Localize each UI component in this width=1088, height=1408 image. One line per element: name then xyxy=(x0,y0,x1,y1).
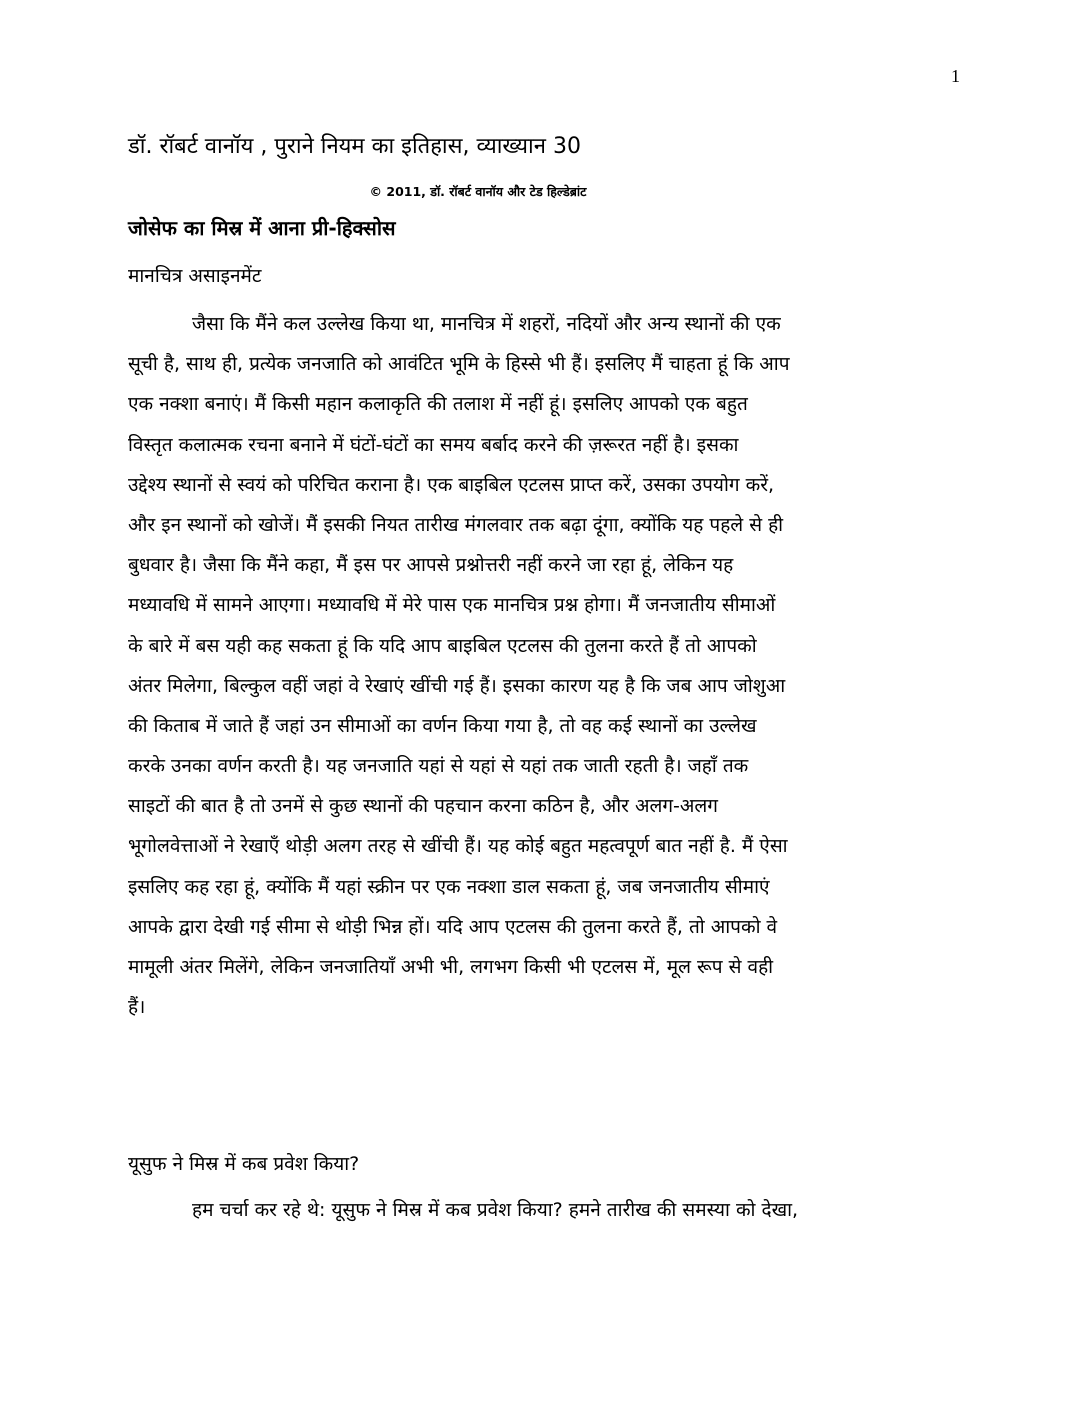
paragraph-line: एक नक्शा बनाएं। मैं किसी महान कलाकृति की तलाश में नहीं हूं। इसलिए आपको एक बहुत xyxy=(128,393,748,416)
paragraph-line: आपके द्वारा देखी गई सीमा से थोड़ी भिन्न हों। यदि आप एटलस की तुलना करते हैं, तो आपको वे xyxy=(128,915,778,938)
paragraph-line: हैं। xyxy=(128,996,146,1019)
paragraph-line: और इन स्थानों को खोजें। मैं इसकी नियत तारीख मंगलवार तक बढ़ा दूंगा, क्योंकि यह पहले से ही xyxy=(128,513,784,536)
paragraph-line: अंतर मिलेगा, बिल्कुल वहीं जहां वे रेखाएं खींची गई हैं। इसका कारण यह है कि जब आप जोशुआ xyxy=(128,674,786,697)
paragraph-line: हम चर्चा कर रहे थे: यूसुफ ने मिस्र में कब प्रवेश किया? हमने तारीख की समस्या को देखा, xyxy=(192,1199,799,1221)
paragraph-joseph-entry xyxy=(128,1190,960,1230)
paragraph-line: मध्यावधि में सामने आएगा। मध्यावधि में मेरे पास एक मानचित्र प्रश्न होगा। मैं जनजातीय सीमाओं xyxy=(128,594,776,617)
subheading-map-assignment: मानचित्र असाइनमेंट xyxy=(128,265,262,287)
paragraph-map-assignment xyxy=(128,304,960,1027)
paragraph-line: की किताब में जाते हैं जहां उन सीमाओं का वर्णन किया गया है, तो वह कई स्थानों का उल्लेख xyxy=(128,714,757,737)
paragraph-line: करके उनका वर्णन करती है। यह जनजाति यहां से यहां से यहां तक जाती रहती है। जहाँ तक xyxy=(128,755,749,778)
paragraph-line: विस्तृत कलात्मक रचना बनाने में घंटों-घंटों का समय बर्बाद करने की ज़रूरत नहीं है। इसका xyxy=(128,433,739,456)
paragraph-line: के बारे में बस यही कह सकता हूं कि यदि आप बाइबिल एटलस की तुलना करते हैं तो आपको xyxy=(128,634,757,657)
paragraph-line: जैसा कि मैंने कल उल्लेख किया था, मानचित्र में शहरों, नदियों और अन्य स्थानों की एक xyxy=(192,313,781,335)
paragraph-line: मामूली अंतर मिलेंगे, लेकिन जनजातियाँ अभी भी, लगभग किसी भी एटलस में, मूल रूप से वही xyxy=(128,956,774,978)
paragraph-line: उद्देश्य स्थानों से स्वयं को परिचित कराना है। एक बाइबिल एटलस प्राप्त करें, उसका उपयोग करें, xyxy=(128,473,774,496)
copyright-line: © 2011, डॉ. रॉबर्ट वानॉय और टेड हिल्डेब्रांट xyxy=(369,184,587,199)
paragraph-line: भूगोलवेत्ताओं ने रेखाएँ थोड़ी अलग तरह से खींची हैं। यह कोई बहुत महत्वपूर्ण बात नहीं है. मैं ऐसा xyxy=(128,835,788,858)
paragraph-line: साइटों की बात है तो उनमें से कुछ स्थानों की पहचान करना कठिन है, और अलग-अलग xyxy=(128,795,718,818)
section-heading: जोसेफ का मिस्र में आना प्री-हिक्सोस xyxy=(128,216,396,240)
paragraph-line: बुधवार है। जैसा कि मैंने कहा, मैं इस पर आपसे प्रश्नोत्तरी नहीं करने जा रहा हूं, लेकिन यह xyxy=(128,554,734,577)
paragraph-line: इसलिए कह रहा हूं, क्योंकि मैं यहां स्क्रीन पर एक नक्शा डाल सकता हूं, जब जनजातीय सीमाएं xyxy=(128,875,770,898)
document-title: डॉ. रॉबर्ट वानॉय , पुराने नियम का इतिहास, व्याख्यान 30 xyxy=(128,134,581,159)
paragraph-line: सूची है, साथ ही, प्रत्येक जनजाति को आवंटित भूमि के हिस्से भी हैं। इसलिए मैं चाहता हूं कि आप xyxy=(128,353,790,376)
page-number: 1 xyxy=(951,66,960,86)
subheading-joseph-entry: यूसुफ ने मिस्र में कब प्रवेश किया? xyxy=(128,1153,360,1175)
